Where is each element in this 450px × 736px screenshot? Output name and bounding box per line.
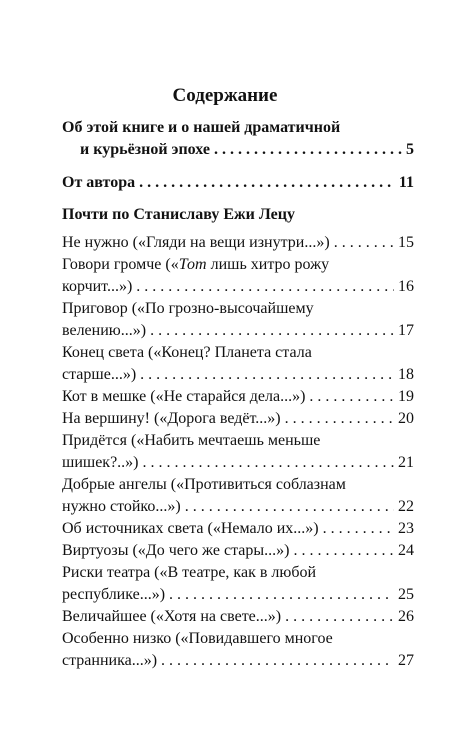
dot-leader [285, 606, 394, 628]
toc-entry-text: Об этой книге и о нашей драматичной [62, 119, 341, 136]
dot-leader [293, 540, 394, 562]
page-number: 19 [398, 388, 414, 405]
dot-leader [323, 518, 394, 540]
toc-entry-text: Конец света («Конец? Планета стала [62, 344, 312, 361]
dot-leader [140, 364, 394, 386]
dot-leader [214, 139, 402, 161]
toc-entry [62, 117, 414, 161]
dot-leader [185, 496, 394, 518]
page-number: 22 [398, 498, 414, 515]
toc-entry [62, 474, 414, 518]
toc-entry-text: От автора [62, 174, 136, 191]
toc-entry-text-continued: корчит...») [62, 278, 133, 295]
dot-leader [169, 584, 394, 606]
toc-entry [62, 430, 414, 474]
toc-entry-text-continued: странника...») [62, 652, 158, 669]
toc-entry [62, 342, 414, 386]
page-number: 5 [406, 141, 414, 158]
text-run: Говори громче (« [62, 256, 179, 273]
toc-entry-text: На вершину! («Дорога ведёт...») [62, 410, 281, 427]
page-number: 24 [398, 542, 414, 559]
dot-leader [139, 172, 395, 194]
toc-entry [62, 386, 414, 408]
toc-entry-text [62, 254, 414, 276]
dot-leader [136, 276, 394, 298]
page-number: 20 [398, 410, 414, 427]
toc-entry [62, 628, 414, 672]
page-number: 16 [398, 278, 414, 295]
toc-entry-text: Виртуозы («До чего же стары...») [62, 542, 290, 559]
dot-leader [334, 232, 394, 254]
toc-entry-text: Риски театра («В театре, как в любой [62, 564, 317, 581]
text-run: лишь хитро рожу [206, 256, 330, 273]
dot-leader [309, 386, 394, 408]
dot-leader [285, 408, 394, 430]
toc-entry [62, 518, 414, 540]
section-heading: Почти по Станиславу Ежи Лецу [62, 206, 295, 223]
page-number: 17 [398, 322, 414, 339]
toc-entry [62, 408, 414, 430]
page-number: 11 [398, 174, 414, 191]
toc-entry-text-continued: республике...») [62, 586, 166, 603]
toc-entry-text: Об источниках света («Немало их...») [62, 520, 319, 537]
toc-entry-text-continued: старше...») [62, 366, 137, 383]
dot-leader [161, 650, 394, 672]
toc-entry [62, 232, 414, 254]
page-number: 21 [398, 454, 414, 471]
toc-entry-text-continued: и курьёзной эпохе [80, 141, 210, 158]
toc-entry-text: Приговор («По грозно-высочайшему [62, 300, 314, 317]
toc-entry [62, 298, 414, 342]
page-number: 27 [398, 652, 414, 669]
page-number: 18 [398, 366, 414, 383]
toc-entry [62, 172, 414, 194]
toc-entry-text: Не нужно («Гляди на вещи изнутри...») [62, 234, 330, 251]
italic-text-run: Тот [178, 256, 207, 273]
toc-entry-text-continued: велению...») [62, 322, 147, 339]
toc-entry [62, 606, 414, 628]
toc-entry [62, 540, 414, 562]
page-number: 15 [398, 234, 414, 251]
page-number: 23 [398, 520, 414, 537]
page-title: Содержание [172, 85, 278, 106]
dot-leader [143, 452, 394, 474]
toc-entry-text: Кот в мешке («Не старайся дела...») [62, 388, 306, 405]
toc-entry [62, 562, 414, 606]
toc-entry-text-continued: шишек?..») [62, 454, 139, 471]
toc-entry [62, 254, 414, 298]
dot-leader [150, 320, 394, 342]
toc-entry-text: Величайшее («Хотя на свете...») [62, 608, 282, 625]
toc-entry-text: Придётся («Набить мечтаешь меньше [62, 432, 321, 449]
toc-entry-text-continued: нужно стойко...») [62, 498, 181, 515]
toc-entry-text: Добрые ангелы («Противиться соблазнам [62, 476, 346, 493]
page-number: 26 [398, 608, 414, 625]
page-number: 25 [398, 586, 414, 603]
toc-entry-text: Особенно низко («Повидавшего многое [62, 630, 333, 647]
